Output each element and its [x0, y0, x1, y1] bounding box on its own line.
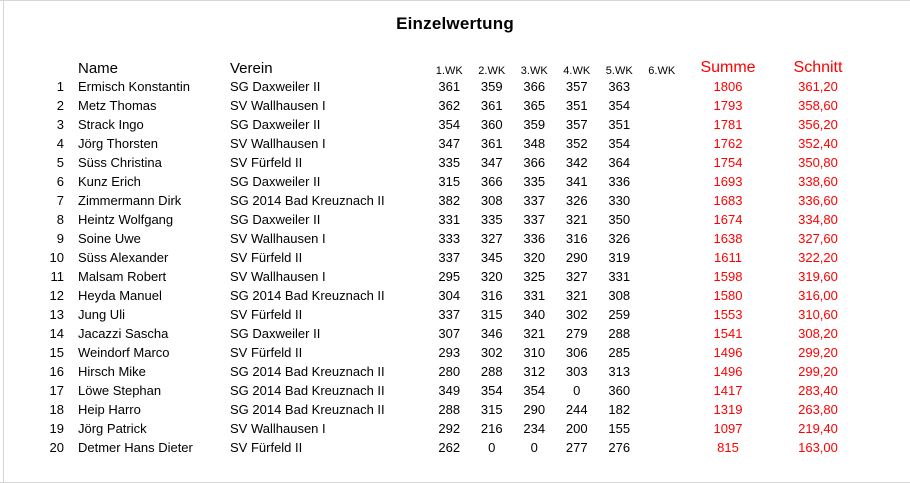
- wk6-cell: [641, 115, 684, 134]
- table-row: [4, 305, 863, 324]
- wk3-cell: 354: [523, 383, 546, 398]
- verein-cell: SV Wallhausen I: [230, 98, 326, 113]
- wk1-cell: 335: [438, 155, 461, 170]
- results-body: [4, 77, 863, 457]
- wk5-cell: 155: [608, 421, 631, 436]
- wk6-cell: [641, 419, 684, 438]
- verein-cell: SV Fürfeld II: [230, 155, 303, 170]
- wk6-cell: [641, 191, 684, 210]
- wk1-cell: 349: [438, 383, 461, 398]
- wk5-cell: 354: [608, 136, 631, 151]
- wk4-cell: 290: [565, 250, 588, 265]
- schnitt-cell: 350,80: [798, 155, 838, 170]
- rank-cell: 19: [49, 421, 64, 436]
- rank-cell: 8: [56, 212, 64, 227]
- table-row: [4, 77, 863, 96]
- wk3-cell: 331: [523, 288, 546, 303]
- wk1-cell: 293: [438, 345, 461, 360]
- wk3-cell: 337: [523, 193, 546, 208]
- schnitt-column-header: Schnitt: [793, 59, 843, 76]
- wk3-cell: 359: [523, 117, 546, 132]
- verein-cell: SG 2014 Bad Kreuznach II: [230, 288, 385, 303]
- wk5-cell: 350: [608, 212, 631, 227]
- name-cell: Strack Ingo: [78, 117, 144, 132]
- wk1-cell: 337: [438, 307, 461, 322]
- rank-cell: 20: [49, 440, 64, 455]
- wk6-cell: [641, 77, 684, 96]
- schnitt-cell: 338,60: [798, 174, 838, 189]
- wk6-cell: [641, 248, 684, 267]
- summe-cell: 1683: [713, 193, 743, 208]
- wk4-cell: 342: [565, 155, 588, 170]
- name-cell: Metz Thomas: [78, 98, 157, 113]
- wk5-cell: 351: [608, 117, 631, 132]
- wk6-cell: [641, 286, 684, 305]
- wk4-cell: 327: [565, 269, 588, 284]
- summe-cell: 1793: [713, 98, 743, 113]
- rank-cell: 18: [49, 402, 64, 417]
- rank-cell: 11: [50, 269, 64, 284]
- verein-cell: SG Daxweiler II: [230, 326, 321, 341]
- wk2-cell: 315: [480, 402, 503, 417]
- schnitt-cell: 356,20: [798, 117, 838, 132]
- verein-cell: SG 2014 Bad Kreuznach II: [230, 364, 385, 379]
- wk6-column-header: 6.WK: [648, 65, 676, 77]
- wk2-cell: 315: [480, 307, 503, 322]
- wk3-cell: 290: [523, 402, 546, 417]
- rank-cell: 16: [49, 364, 64, 379]
- wk4-cell: 277: [565, 440, 588, 455]
- wk6-cell: [641, 153, 684, 172]
- wk4-column-header: 4.WK: [563, 65, 591, 77]
- table-row: [4, 381, 863, 400]
- name-cell: Ermisch Konstantin: [78, 79, 190, 94]
- summe-cell: 1806: [713, 79, 743, 94]
- verein-column-header: Verein: [230, 60, 273, 77]
- rank-cell: 10: [49, 250, 64, 265]
- wk3-cell: 336: [523, 231, 546, 246]
- name-cell: Süss Christina: [78, 155, 162, 170]
- wk4-cell: 279: [565, 326, 588, 341]
- name-cell: Heintz Wolfgang: [78, 212, 174, 227]
- rank-cell: 14: [49, 326, 64, 341]
- schnitt-cell: 310,60: [798, 307, 838, 322]
- wk4-cell: 326: [565, 193, 588, 208]
- wk1-cell: 280: [438, 364, 461, 379]
- summe-cell: 815: [717, 440, 739, 455]
- wk4-cell: 357: [565, 79, 588, 94]
- wk6-cell: [641, 343, 684, 362]
- wk6-cell: [641, 362, 684, 381]
- wk1-cell: 304: [438, 288, 461, 303]
- verein-cell: SG 2014 Bad Kreuznach II: [230, 383, 385, 398]
- name-column-header: Name: [78, 60, 119, 77]
- wk1-column-header: 1.WK: [435, 65, 463, 77]
- wk6-cell: [641, 324, 684, 343]
- schnitt-cell: 334,80: [798, 212, 838, 227]
- rank-cell: 1: [56, 79, 64, 94]
- results-header: [4, 54, 863, 77]
- header-row: [4, 54, 863, 77]
- verein-cell: SG Daxweiler II: [230, 79, 321, 94]
- wk3-column-header: 3.WK: [520, 65, 548, 77]
- name-cell: Süss Alexander: [78, 250, 169, 265]
- name-cell: Detmer Hans Dieter: [78, 440, 193, 455]
- wk3-cell: 340: [523, 307, 546, 322]
- rank-cell: 5: [56, 155, 64, 170]
- wk2-cell: 0: [488, 440, 496, 455]
- wk1-cell: 382: [438, 193, 461, 208]
- rank-cell: 2: [56, 98, 64, 113]
- verein-cell: SV Wallhausen I: [230, 421, 326, 436]
- schnitt-cell: 322,20: [798, 250, 838, 265]
- summe-cell: 1496: [713, 345, 743, 360]
- wk1-cell: 315: [438, 174, 461, 189]
- name-cell: Hirsch Mike: [78, 364, 146, 379]
- wk1-cell: 347: [438, 136, 461, 151]
- wk2-cell: 345: [480, 250, 503, 265]
- schnitt-cell: 319,60: [798, 269, 838, 284]
- page-title: Einzelwertung: [396, 14, 514, 33]
- table-row: [4, 248, 863, 267]
- summe-cell: 1693: [713, 174, 743, 189]
- wk5-cell: 326: [608, 231, 631, 246]
- summe-cell: 1781: [713, 117, 743, 132]
- wk5-cell: 182: [608, 402, 631, 417]
- schnitt-cell: 219,40: [798, 421, 838, 436]
- verein-cell: SV Fürfeld II: [230, 440, 303, 455]
- wk4-cell: 321: [565, 288, 588, 303]
- wk3-cell: 234: [523, 421, 546, 436]
- summe-cell: 1674: [713, 212, 743, 227]
- verein-cell: SG Daxweiler II: [230, 117, 321, 132]
- name-cell: Löwe Stephan: [78, 383, 162, 398]
- table-row: [4, 115, 863, 134]
- summe-cell: 1553: [713, 307, 743, 322]
- wk5-cell: 313: [608, 364, 631, 379]
- schnitt-cell: 299,20: [798, 364, 838, 379]
- wk5-column-header: 5.WK: [605, 65, 633, 77]
- wk5-cell: 363: [608, 79, 631, 94]
- wk3-cell: 310: [523, 345, 546, 360]
- wk2-cell: 361: [480, 136, 503, 151]
- wk3-cell: 365: [523, 98, 546, 113]
- schnitt-cell: 352,40: [798, 136, 838, 151]
- summe-cell: 1580: [713, 288, 743, 303]
- schnitt-cell: 336,60: [798, 193, 838, 208]
- wk1-cell: 295: [438, 269, 461, 284]
- rank-cell: 7: [56, 193, 64, 208]
- wk1-cell: 307: [438, 326, 461, 341]
- page-left-border: [3, 1, 4, 483]
- wk1-cell: 337: [438, 250, 461, 265]
- wk3-cell: 321: [523, 326, 546, 341]
- rank-cell: 3: [56, 117, 64, 132]
- table-row: [4, 134, 863, 153]
- schnitt-cell: 263,80: [798, 402, 838, 417]
- wk2-cell: 288: [480, 364, 503, 379]
- table-row: [4, 324, 863, 343]
- wk4-cell: 0: [573, 383, 581, 398]
- rank-cell: 13: [49, 307, 64, 322]
- summe-cell: 1541: [713, 326, 743, 341]
- table-row: [4, 286, 863, 305]
- wk4-cell: 200: [565, 421, 588, 436]
- wk2-cell: 359: [480, 79, 503, 94]
- wk5-cell: 360: [608, 383, 631, 398]
- name-cell: Jörg Patrick: [78, 421, 147, 436]
- wk6-cell: [641, 229, 684, 248]
- table-row: [4, 362, 863, 381]
- rank-cell: 12: [49, 288, 64, 303]
- wk6-cell: [641, 96, 684, 115]
- verein-cell: SG Daxweiler II: [230, 174, 321, 189]
- verein-cell: SV Wallhausen I: [230, 231, 326, 246]
- schnitt-cell: 283,40: [798, 383, 838, 398]
- wk5-cell: 288: [608, 326, 631, 341]
- wk5-cell: 354: [608, 98, 631, 113]
- summe-cell: 1638: [713, 231, 743, 246]
- wk5-cell: 319: [608, 250, 631, 265]
- rank-cell: 15: [49, 345, 64, 360]
- wk3-cell: 366: [523, 79, 546, 94]
- wk2-cell: 320: [480, 269, 503, 284]
- wk4-cell: 306: [565, 345, 588, 360]
- wk2-cell: 308: [480, 193, 503, 208]
- name-cell: Kunz Erich: [78, 174, 141, 189]
- wk2-cell: 316: [480, 288, 503, 303]
- name-cell: Weindorf Marco: [78, 345, 170, 360]
- wk2-column-header: 2.WK: [478, 65, 506, 77]
- results-table: [4, 54, 863, 457]
- table-row: [4, 267, 863, 286]
- rank-column-header: [4, 54, 64, 77]
- verein-cell: SG 2014 Bad Kreuznach II: [230, 193, 385, 208]
- wk4-cell: 357: [565, 117, 588, 132]
- wk5-cell: 276: [608, 440, 631, 455]
- wk2-cell: 216: [480, 421, 503, 436]
- verein-cell: SV Wallhausen I: [230, 269, 326, 284]
- wk4-cell: 341: [565, 174, 588, 189]
- wk3-cell: 335: [523, 174, 546, 189]
- table-row: [4, 153, 863, 172]
- name-cell: Jung Uli: [78, 307, 125, 322]
- wk4-cell: 352: [565, 136, 588, 151]
- table-row: [4, 191, 863, 210]
- wk6-cell: [641, 172, 684, 191]
- wk5-cell: 259: [608, 307, 631, 322]
- wk3-cell: 337: [523, 212, 546, 227]
- table-row: [4, 343, 863, 362]
- wk3-cell: 366: [523, 155, 546, 170]
- verein-cell: SG Daxweiler II: [230, 212, 321, 227]
- wk2-cell: 361: [480, 98, 503, 113]
- name-cell: Soine Uwe: [78, 231, 141, 246]
- summe-column-header: Summe: [700, 59, 756, 76]
- verein-cell: SV Fürfeld II: [230, 345, 303, 360]
- wk2-cell: 360: [480, 117, 503, 132]
- wk2-cell: 302: [480, 345, 503, 360]
- verein-cell: SV Wallhausen I: [230, 136, 326, 151]
- summe-cell: 1754: [713, 155, 743, 170]
- name-cell: Jacazzi Sascha: [78, 326, 169, 341]
- schnitt-cell: 163,00: [798, 440, 838, 455]
- wk4-cell: 321: [565, 212, 588, 227]
- rank-cell: 6: [56, 174, 64, 189]
- wk5-cell: 336: [608, 174, 631, 189]
- wk2-cell: 347: [480, 155, 503, 170]
- wk3-cell: 312: [523, 364, 546, 379]
- summe-cell: 1762: [713, 136, 743, 151]
- schnitt-cell: 299,20: [798, 345, 838, 360]
- wk5-cell: 331: [608, 269, 631, 284]
- wk5-cell: 364: [608, 155, 631, 170]
- rank-cell: 4: [56, 136, 64, 151]
- wk6-cell: [641, 438, 684, 457]
- verein-cell: SV Fürfeld II: [230, 307, 303, 322]
- wk4-cell: 316: [565, 231, 588, 246]
- verein-cell: SG 2014 Bad Kreuznach II: [230, 402, 385, 417]
- wk3-cell: 0: [530, 440, 538, 455]
- summe-cell: 1319: [713, 402, 743, 417]
- wk6-cell: [641, 400, 684, 419]
- verein-cell: SV Fürfeld II: [230, 250, 303, 265]
- schnitt-cell: 358,60: [798, 98, 838, 113]
- wk1-cell: 331: [438, 212, 461, 227]
- wk4-cell: 244: [565, 402, 588, 417]
- wk2-cell: 335: [480, 212, 503, 227]
- table-row: [4, 229, 863, 248]
- name-cell: Malsam Robert: [78, 269, 167, 284]
- table-row: [4, 210, 863, 229]
- wk2-cell: 366: [480, 174, 503, 189]
- wk4-cell: 351: [565, 98, 588, 113]
- wk1-cell: 362: [438, 98, 461, 113]
- table-row: [4, 172, 863, 191]
- table-row: [4, 96, 863, 115]
- summe-cell: 1598: [713, 269, 743, 284]
- wk3-cell: 320: [523, 250, 546, 265]
- table-row: [4, 419, 863, 438]
- schnitt-cell: 308,20: [798, 326, 838, 341]
- wk2-cell: 327: [480, 231, 503, 246]
- wk1-cell: 354: [438, 117, 461, 132]
- wk5-cell: 330: [608, 193, 631, 208]
- wk6-cell: [641, 305, 684, 324]
- table-row: [4, 400, 863, 419]
- rank-cell: 17: [49, 383, 64, 398]
- wk4-cell: 302: [565, 307, 588, 322]
- wk6-cell: [641, 134, 684, 153]
- name-cell: Heyda Manuel: [78, 288, 162, 303]
- wk2-cell: 346: [480, 326, 503, 341]
- wk5-cell: 285: [608, 345, 631, 360]
- name-cell: Zimmermann Dirk: [78, 193, 182, 208]
- wk3-cell: 348: [523, 136, 546, 151]
- name-cell: Jörg Thorsten: [78, 136, 158, 151]
- wk4-cell: 303: [565, 364, 588, 379]
- wk1-cell: 262: [438, 440, 461, 455]
- name-cell: Heip Harro: [78, 402, 141, 417]
- wk1-cell: 292: [438, 421, 461, 436]
- wk6-cell: [641, 267, 684, 286]
- wk2-cell: 354: [480, 383, 503, 398]
- wk1-cell: 288: [438, 402, 461, 417]
- table-row: [4, 438, 863, 457]
- wk6-cell: [641, 210, 684, 229]
- rank-cell: 9: [56, 231, 64, 246]
- schnitt-cell: 361,20: [798, 79, 838, 94]
- wk3-cell: 325: [523, 269, 546, 284]
- wk1-cell: 361: [438, 79, 461, 94]
- schnitt-cell: 327,60: [798, 231, 838, 246]
- summe-cell: 1496: [713, 364, 743, 379]
- schnitt-cell: 316,00: [798, 288, 838, 303]
- wk6-cell: [641, 381, 684, 400]
- wk1-cell: 333: [438, 231, 461, 246]
- summe-cell: 1097: [713, 421, 743, 436]
- wk5-cell: 308: [608, 288, 631, 303]
- summe-cell: 1417: [713, 383, 743, 398]
- summe-cell: 1611: [714, 250, 742, 265]
